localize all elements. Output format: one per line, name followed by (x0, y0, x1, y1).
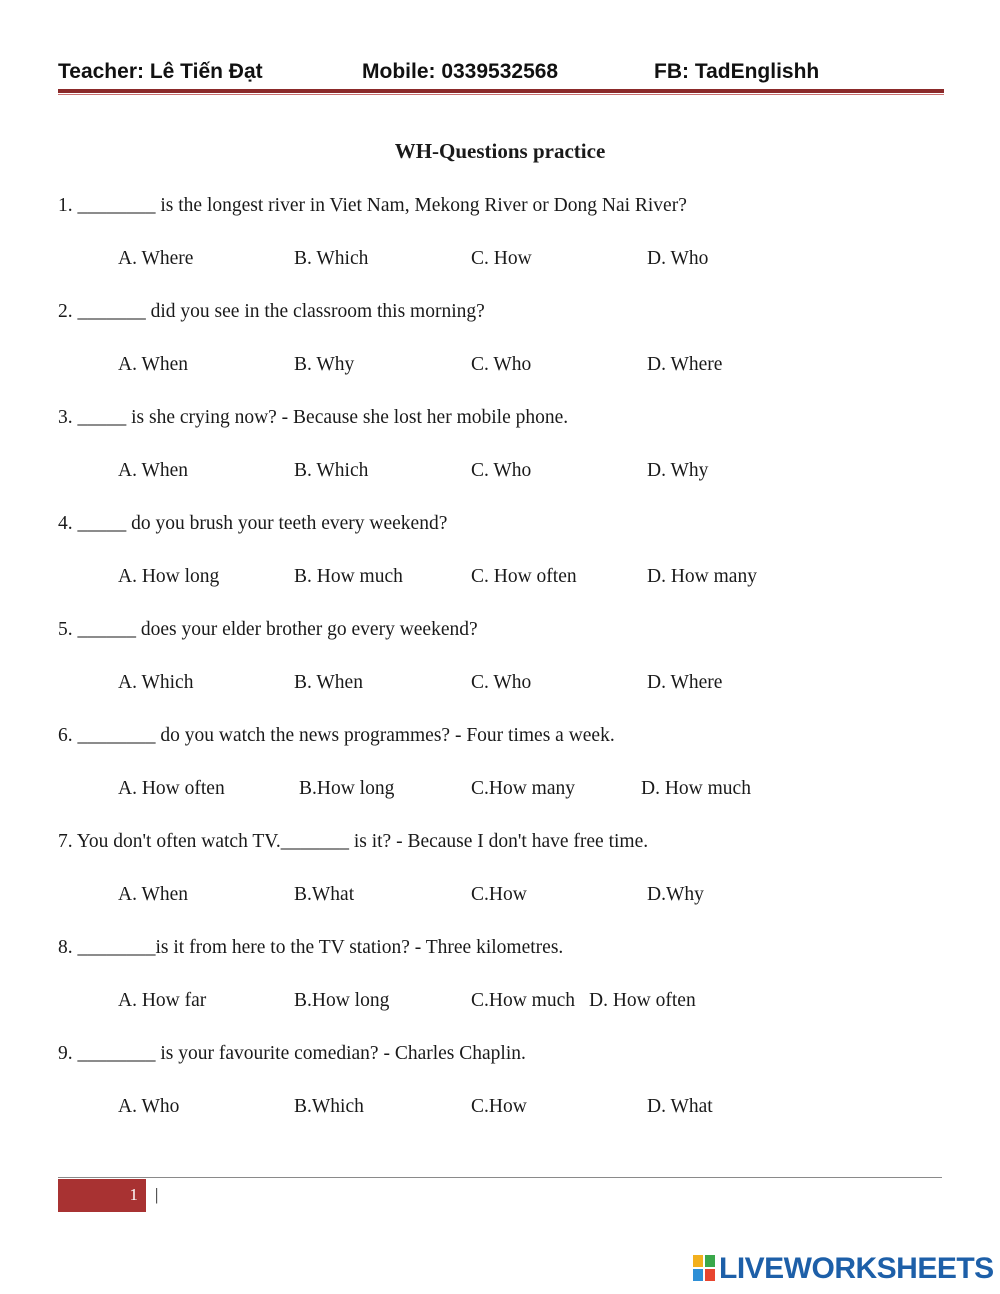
q3-option-a[interactable]: A. When (118, 460, 189, 481)
q4-option-a[interactable]: A. How long (118, 566, 220, 587)
q1-option-d[interactable]: D. Who (647, 248, 709, 269)
brand-name: LIVEWORKSHEETS (719, 1252, 994, 1285)
q8-option-d[interactable]: D. How often (589, 990, 696, 1011)
q3-option-c[interactable]: C. Who (471, 460, 532, 481)
q9-option-b[interactable]: B.Which (294, 1096, 364, 1117)
teacher-name: Teacher: Lê Tiến Đạt (58, 60, 263, 83)
question-8: 8. ________is it from here to the TV station? - Three kilometres. (58, 937, 564, 958)
q5-option-c[interactable]: C. Who (471, 672, 532, 693)
q4-option-b[interactable]: B. How much (294, 566, 403, 587)
q3-option-b[interactable]: B. Which (294, 460, 369, 481)
q1-option-a[interactable]: A. Where (118, 248, 194, 269)
q6-option-a[interactable]: A. How often (118, 778, 225, 799)
mobile-number: Mobile: 0339532568 (362, 60, 559, 83)
q8-option-b[interactable]: B.How long (294, 990, 390, 1011)
q7-option-a[interactable]: A. When (118, 884, 189, 905)
q9-option-c[interactable]: C.How (471, 1096, 527, 1117)
logo-blocks-icon (693, 1255, 717, 1283)
q1-option-b[interactable]: B. Which (294, 248, 369, 269)
question-1: 1. ________ is the longest river in Viet Nam, Mekong River or Dong Nai River? (58, 195, 687, 216)
q5-option-d[interactable]: D. Where (647, 672, 723, 693)
q7-option-b[interactable]: B.What (294, 884, 355, 905)
q4-option-d[interactable]: D. How many (647, 566, 757, 587)
question-6: 6. ________ do you watch the news programmes? - Four times a week. (58, 725, 615, 746)
question-2: 2. _______ did you see in the classroom this morning? (58, 301, 485, 322)
question-3: 3. _____ is she crying now? - Because she lost her mobile phone. (58, 407, 569, 428)
q6-option-c[interactable]: C.How many (471, 778, 575, 799)
q9-option-d[interactable]: D. What (647, 1096, 713, 1117)
q6-option-b[interactable]: B.How long (299, 778, 395, 799)
q3-option-d[interactable]: D. Why (647, 460, 709, 481)
page-number: 1 (129, 1185, 138, 1204)
q4-option-c[interactable]: C. How often (471, 566, 577, 587)
q7-option-d[interactable]: D.Why (647, 884, 704, 905)
header-divider-thin (58, 94, 944, 95)
q9-option-a[interactable]: A. Who (118, 1096, 180, 1117)
q8-option-c[interactable]: C.How much (471, 990, 575, 1011)
question-4: 4. _____ do you brush your teeth every weekend? (58, 513, 448, 534)
q5-option-a[interactable]: A. Which (118, 672, 194, 693)
question-7: 7. You don't often watch TV._______ is it? - Because I don't have free time. (58, 831, 649, 852)
q7-option-c[interactable]: C.How (471, 884, 527, 905)
facebook-handle: FB: TadEnglishh (654, 60, 820, 83)
liveworksheets-logo (693, 1252, 994, 1286)
q8-option-a[interactable]: A. How far (118, 990, 207, 1011)
q2-option-c[interactable]: C. Who (471, 354, 532, 375)
question-5: 5. ______ does your elder brother go every weekend? (58, 619, 478, 640)
page-separator: | (155, 1185, 159, 1204)
question-9: 9. ________ is your favourite comedian? - Charles Chaplin. (58, 1043, 526, 1064)
header-divider (58, 89, 944, 93)
q2-option-b[interactable]: B. Why (294, 354, 355, 375)
page-header (58, 56, 944, 86)
q5-option-b[interactable]: B. When (294, 672, 363, 693)
q1-option-c[interactable]: C. How (471, 248, 532, 269)
worksheet-title: WH-Questions practice (394, 139, 606, 163)
footer-divider (58, 1177, 942, 1178)
q2-option-a[interactable]: A. When (118, 354, 189, 375)
q6-option-d[interactable]: D. How much (641, 778, 751, 799)
q2-option-d[interactable]: D. Where (647, 354, 723, 375)
